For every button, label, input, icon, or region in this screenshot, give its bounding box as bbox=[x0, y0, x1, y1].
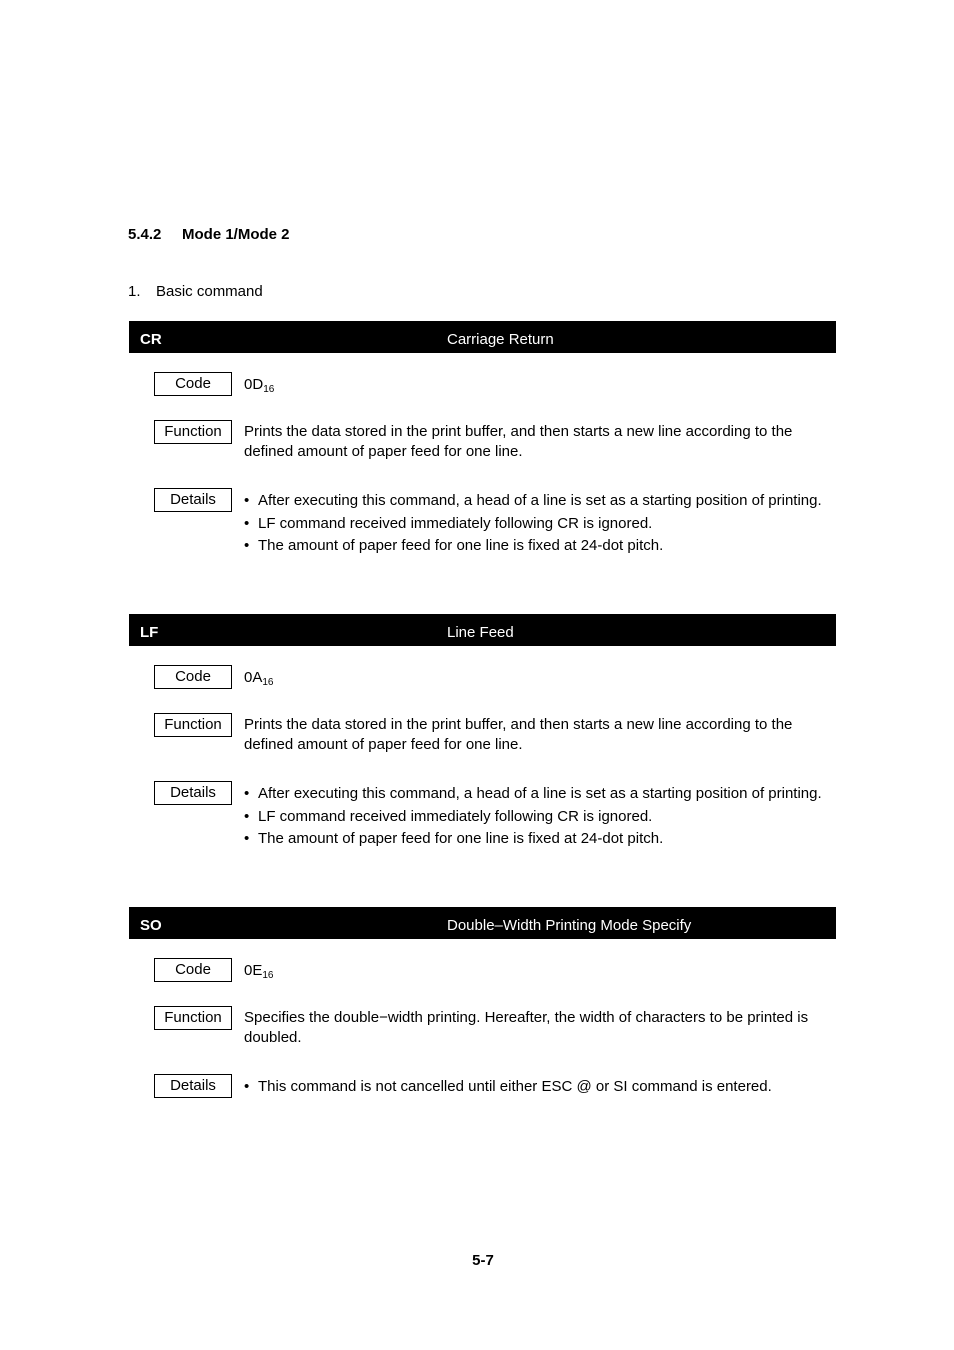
list-item: • The amount of paper feed for one line is fixed at 24-dot pitch. bbox=[244, 537, 664, 554]
code-base: 16 bbox=[263, 384, 275, 395]
list-item: • This command is not cancelled until either ESC @ or SI command is entered. bbox=[244, 1078, 772, 1095]
details-label: Details bbox=[154, 1074, 232, 1098]
command-title: Carriage Return bbox=[447, 331, 554, 348]
code-value: $0E_{16}$ bbox=[244, 962, 274, 981]
command-title: Double–Width Printing Mode Specify bbox=[447, 917, 692, 934]
function-label: Function bbox=[154, 713, 232, 737]
code-label: Code bbox=[154, 372, 232, 396]
page-number: 5-7 bbox=[472, 1252, 494, 1269]
section-number: 5.4.2 bbox=[128, 226, 162, 243]
list-item: • The amount of paper feed for one line is fixed at 24-dot pitch. bbox=[244, 830, 664, 847]
section-heading bbox=[128, 226, 290, 243]
function-label: Function bbox=[154, 420, 232, 444]
code-base: 16 bbox=[262, 677, 274, 688]
code-label: Code bbox=[154, 665, 232, 689]
subsection-number: 1. bbox=[128, 283, 141, 300]
function-description: Specifies the double−width printing. Hereafter, the width of characters to be printed is doubled. bbox=[244, 1009, 809, 1046]
section-title: Mode 1/Mode 2 bbox=[182, 226, 290, 243]
code-label: Code bbox=[154, 958, 232, 982]
details-list bbox=[244, 491, 834, 559]
subsection-heading bbox=[128, 283, 263, 300]
details-label: Details bbox=[154, 781, 232, 805]
command-title: Line Feed bbox=[447, 624, 514, 641]
code-base: 16 bbox=[262, 970, 274, 981]
command-header-so bbox=[129, 907, 836, 939]
list-item: • After executing this command, a head of a line is set as a starting position of printing. bbox=[244, 492, 822, 509]
command-header-lf bbox=[129, 614, 836, 646]
function-label: Function bbox=[154, 1006, 232, 1030]
code-value: $0A_{16}$ bbox=[244, 669, 274, 688]
list-item: • LF command received immediately following CR is ignored. bbox=[244, 514, 653, 532]
list-item: • LF command received immediately following CR is ignored. bbox=[244, 807, 653, 825]
subsection-title: Basic command bbox=[156, 283, 263, 300]
command-header-cr bbox=[129, 321, 836, 353]
command-mnemonic: SO bbox=[140, 917, 162, 934]
code-value: $0D_{16}$ bbox=[244, 376, 275, 395]
details-list bbox=[244, 1077, 834, 1100]
function-description: Prints the data stored in the print buffer, and then starts a new line according to the defined amount of paper feed for one line. bbox=[244, 716, 793, 753]
function-description: Prints the data stored in the print buffer, and then starts a new line according to the defined amount of paper feed for one line. bbox=[244, 423, 793, 460]
command-mnemonic: CR bbox=[140, 331, 162, 348]
list-item: • After executing this command, a head of a line is set as a starting position of printing. bbox=[244, 785, 822, 802]
details-label: Details bbox=[154, 488, 232, 512]
details-list bbox=[244, 784, 834, 852]
command-mnemonic: LF bbox=[140, 624, 159, 641]
